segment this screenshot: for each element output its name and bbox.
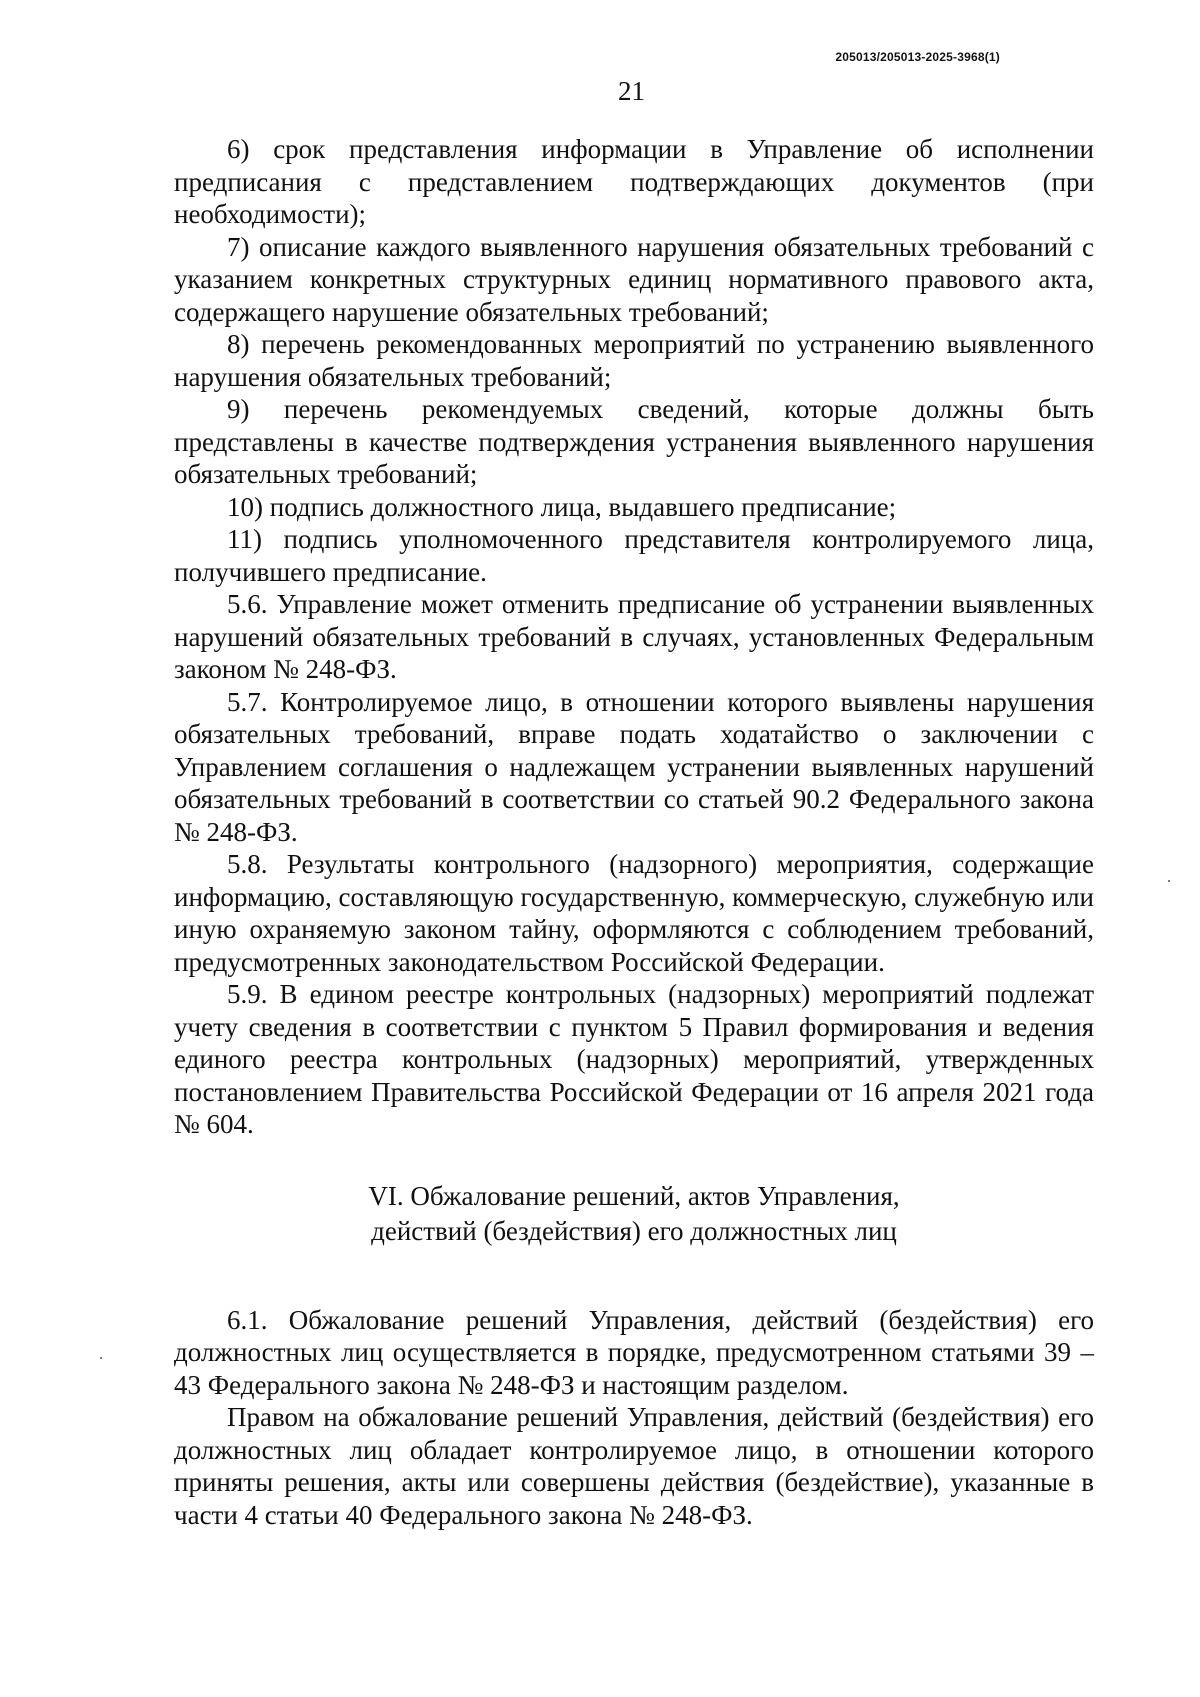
document-registration-code: 205013/205013-2025-3968(1)	[835, 50, 1000, 64]
clause-5-6: 5.6. Управление может отменить предписание об устранении выявленных нарушений обязательных требований в случаях, установленных Федеральным законом № 248-ФЗ.	[174, 589, 1094, 684]
list-item-11: 11) подпись уполномоченного представителя контролируемого лица, получившего предписание.	[174, 524, 1094, 587]
list-item-10: 10) подпись должностного лица, выдавшего предписание;	[227, 491, 897, 522]
list-item-9: 9) перечень рекомендуемых сведений, которые должны быть представлены в качестве подтверждения устранения выявленного нарушения обязательных требований;	[174, 394, 1094, 489]
clause-5-8: 5.8. Результаты контрольного (надзорного) мероприятия, содержащие информацию, составляющую государственную, коммерческую, служебную или иную охраняемую законом тайну, оформляются с соблюдением требований, предусмотренных законодательством Российской Федерации.	[174, 849, 1094, 977]
list-item-8: 8) перечень рекомендованных мероприятий по устранению выявленного нарушения обязательных требований;	[174, 329, 1094, 392]
section-heading	[174, 1179, 1094, 1249]
document-body	[174, 133, 1094, 1531]
scan-speck	[1168, 880, 1170, 882]
appeal-right-paragraph: Правом на обжалование решений Управления, действий (бездействия) его должностных лиц обладает контролируемое лицо, в отношении которого приняты решения, акты или совершены действия (бездействие), указанные в части 4 статьи 40 Федерального закона № 248-ФЗ.	[174, 1402, 1094, 1530]
clause-5-9: 5.9. В едином реестре контрольных (надзорных) мероприятий подлежат учету сведения в соответствии с пунктом 5 Правил формирования и ведения единого реестра контрольных (надзорных) мероприятий, утвержденных постановлением Правительства Российской Федерации от 16 апреля 2021 года № 604.	[174, 979, 1094, 1139]
clause-5-7: 5.7. Контролируемое лицо, в отношении которого выявлены нарушения обязательных требований, вправе подать ходатайство о заключении с Управлением соглашения о надлежащем устранении выявленных нарушений обязательных требований в соответствии со статьей 90.2 Федерального закона № 248-ФЗ.	[174, 686, 1094, 847]
list-item-7: 7) описание каждого выявленного нарушения обязательных требований с указанием конкретных структурных единиц нормативного правового акта, содержащего нарушение обязательных требований;	[174, 231, 1094, 327]
section-heading-line-1: VI. Обжалование решений, актов Управления,	[368, 1180, 900, 1211]
list-item-6: 6) срок представления информации в Управление об исполнении предписания с представлением подтверждающих документов (при необходимости);	[174, 134, 1094, 229]
section-heading-line-2: действий (бездействия) его должностных лиц	[371, 1215, 897, 1246]
scan-speck	[100, 1357, 102, 1359]
clause-6-1: 6.1. Обжалование решений Управления, действий (бездействия) его должностных лиц осуществляется в порядке, предусмотренном статьями 39 – 43 Федерального закона № 248-ФЗ и настоящим разделом.	[174, 1304, 1094, 1400]
page-number: 21	[618, 76, 645, 106]
